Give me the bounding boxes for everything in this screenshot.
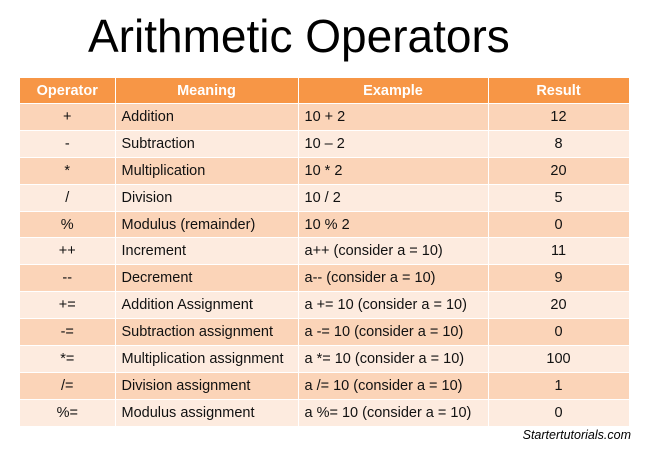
operator-cell: + bbox=[20, 104, 115, 131]
result-cell: 0 bbox=[488, 211, 629, 238]
example-cell: a += 10 (consider a = 10) bbox=[298, 292, 488, 319]
result-cell: 20 bbox=[488, 292, 629, 319]
meaning-cell: Division assignment bbox=[115, 372, 298, 399]
example-cell: 10 * 2 bbox=[298, 157, 488, 184]
table-row bbox=[20, 346, 629, 373]
operator-cell: -- bbox=[20, 265, 115, 292]
result-cell: 0 bbox=[488, 399, 629, 426]
table-row bbox=[20, 157, 629, 184]
result-cell: 8 bbox=[488, 130, 629, 157]
table-row bbox=[20, 184, 629, 211]
result-cell: 12 bbox=[488, 104, 629, 131]
operator-cell: %= bbox=[20, 399, 115, 426]
page-title: Arithmetic Operators bbox=[88, 10, 510, 62]
table-row bbox=[20, 104, 629, 131]
example-cell: a /= 10 (consider a = 10) bbox=[298, 372, 488, 399]
operator-cell: - bbox=[20, 130, 115, 157]
operator-cell: * bbox=[20, 157, 115, 184]
header-example: Example bbox=[298, 78, 488, 104]
meaning-cell: Addition Assignment bbox=[115, 292, 298, 319]
example-cell: 10 % 2 bbox=[298, 211, 488, 238]
example-cell: 10 + 2 bbox=[298, 104, 488, 131]
meaning-cell: Addition bbox=[115, 104, 298, 131]
table-row bbox=[20, 211, 629, 238]
meaning-cell: Subtraction assignment bbox=[115, 319, 298, 346]
table-row bbox=[20, 130, 629, 157]
header-operator: Operator bbox=[20, 78, 115, 104]
table-header-row bbox=[20, 78, 629, 104]
meaning-cell: Modulus assignment bbox=[115, 399, 298, 426]
result-cell: 100 bbox=[488, 346, 629, 373]
table-row bbox=[20, 238, 629, 265]
meaning-cell: Multiplication bbox=[115, 157, 298, 184]
meaning-cell: Increment bbox=[115, 238, 298, 265]
operator-cell: -= bbox=[20, 319, 115, 346]
header-meaning: Meaning bbox=[115, 78, 298, 104]
table-row bbox=[20, 319, 629, 346]
result-cell: 20 bbox=[488, 157, 629, 184]
meaning-cell: Modulus (remainder) bbox=[115, 211, 298, 238]
example-cell: a *= 10 (consider a = 10) bbox=[298, 346, 488, 373]
example-cell: 10 / 2 bbox=[298, 184, 488, 211]
result-cell: 1 bbox=[488, 372, 629, 399]
example-cell: a++ (consider a = 10) bbox=[298, 238, 488, 265]
example-cell: a %= 10 (consider a = 10) bbox=[298, 399, 488, 426]
meaning-cell: Decrement bbox=[115, 265, 298, 292]
table-row bbox=[20, 292, 629, 319]
result-cell: 9 bbox=[488, 265, 629, 292]
table-row bbox=[20, 372, 629, 399]
operators-table bbox=[20, 78, 630, 427]
operator-cell: / bbox=[20, 184, 115, 211]
table-row bbox=[20, 265, 629, 292]
operator-cell: /= bbox=[20, 372, 115, 399]
header-result: Result bbox=[488, 78, 629, 104]
example-cell: a-- (consider a = 10) bbox=[298, 265, 488, 292]
example-cell: 10 – 2 bbox=[298, 130, 488, 157]
site-credit: Startertutorials.com bbox=[522, 428, 631, 442]
result-cell: 11 bbox=[488, 238, 629, 265]
result-cell: 5 bbox=[488, 184, 629, 211]
operator-cell: *= bbox=[20, 346, 115, 373]
meaning-cell: Multiplication assignment bbox=[115, 346, 298, 373]
operator-cell: ++ bbox=[20, 238, 115, 265]
result-cell: 0 bbox=[488, 319, 629, 346]
table-row bbox=[20, 399, 629, 426]
meaning-cell: Subtraction bbox=[115, 130, 298, 157]
example-cell: a -= 10 (consider a = 10) bbox=[298, 319, 488, 346]
meaning-cell: Division bbox=[115, 184, 298, 211]
operator-cell: += bbox=[20, 292, 115, 319]
operator-cell: % bbox=[20, 211, 115, 238]
